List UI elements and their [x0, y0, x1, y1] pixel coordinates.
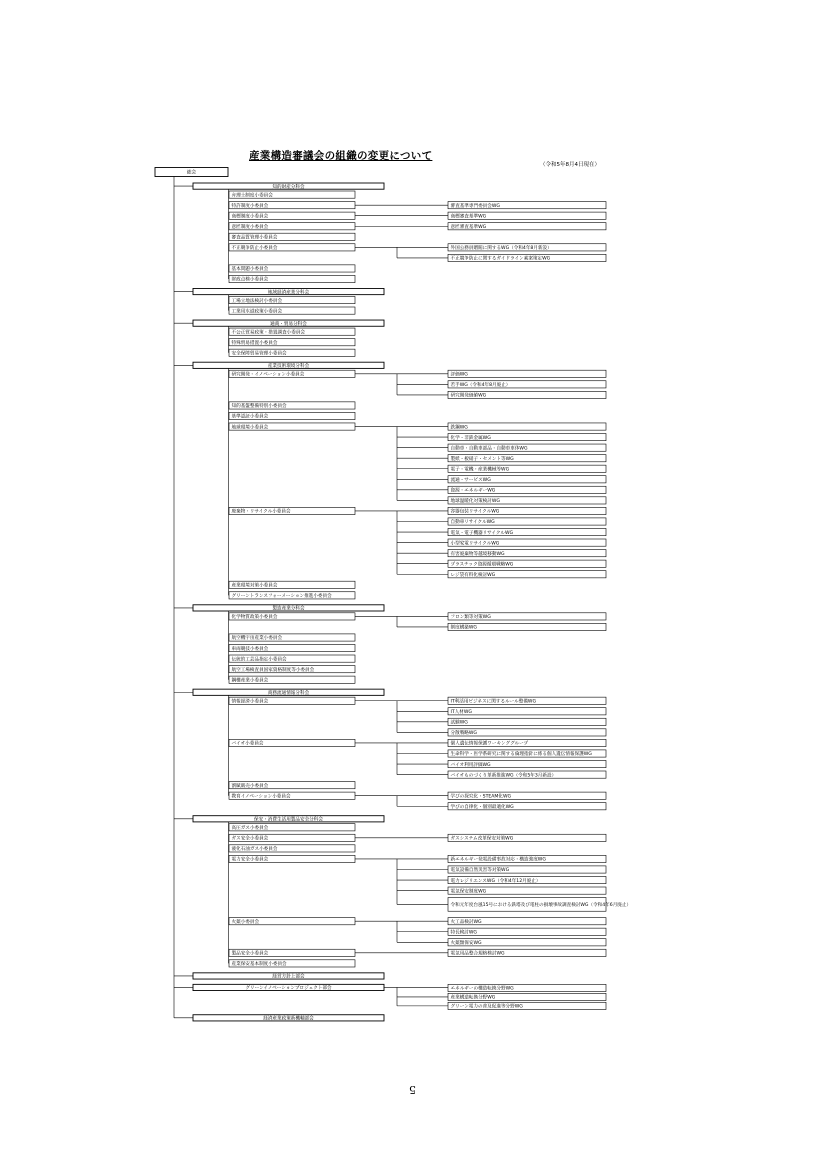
working-group-box — [448, 497, 606, 504]
committee-box — [229, 960, 355, 967]
committee-box-label: 電力安全小委員会 — [231, 857, 269, 863]
working-group-box — [448, 939, 606, 946]
subcommittee-box — [193, 183, 384, 190]
working-group-box-label: 電気設備自然災害等対策WG — [450, 868, 510, 874]
committee-box-label: 地球環境小委員会 — [231, 425, 269, 431]
working-group-box — [448, 434, 606, 441]
committee-box — [229, 824, 355, 831]
committee-box-label: 情報経済小委員会 — [231, 699, 269, 705]
working-group-box-label: フロン類等対策WG — [450, 615, 491, 621]
working-group-box-label: グリーン電力の普及促進等分野WG — [450, 1004, 523, 1010]
subcommittee-box-label: 地域経済産業分科会 — [267, 290, 310, 296]
committee-box — [229, 634, 355, 641]
working-group-box-label: 学びの探究化・STEAM化WG — [450, 794, 512, 800]
working-group-box — [448, 993, 606, 1000]
working-group-box — [448, 760, 606, 767]
working-group-box-label: 自動車・自動車部品・自動車車体WG — [450, 446, 528, 452]
committee-box-label: 審査品質管理小委員会 — [231, 235, 278, 241]
working-group-box — [448, 223, 606, 230]
committee-box — [229, 328, 355, 335]
working-group-box-label: 資源・エネルギーWG — [450, 488, 496, 494]
subcommittee-box-label: グリーンイノベーションプロジェクト部会 — [245, 986, 332, 992]
working-group-box-label: 分散戦略WG — [450, 731, 477, 737]
working-group-box — [448, 202, 606, 209]
working-group-box — [448, 507, 606, 514]
subcommittee-box — [193, 973, 384, 980]
working-group-box-label: 外国公務員贈賄に関するWG（令和4年8月新設） — [450, 246, 552, 252]
committee-box — [229, 339, 355, 346]
working-group-box — [448, 928, 606, 935]
page-number: 5 — [409, 1083, 416, 1096]
working-group-box-label: エネルギーの構造転換分野WG — [450, 986, 514, 992]
committee-box — [229, 855, 355, 862]
committee-box-label: 鋼構産業小委員会 — [231, 678, 269, 684]
committee-box — [229, 834, 355, 841]
working-group-box — [448, 803, 606, 810]
working-group-box — [448, 391, 606, 398]
working-group-box — [448, 834, 606, 841]
working-group-box-label: 有害廃棄物等越境移動WG — [450, 551, 505, 557]
working-group-box-label: 審査基準専門委員会WG — [450, 203, 500, 209]
committee-box-label: 財政点検小委員会 — [231, 277, 269, 283]
committee-box — [229, 581, 355, 588]
committee-box — [229, 644, 355, 651]
subcommittee-box — [193, 288, 384, 295]
working-group-box-label: 産業構造転換分野WG — [450, 995, 496, 1001]
working-group-box — [448, 476, 606, 483]
working-group-box — [448, 697, 606, 704]
committee-box — [229, 349, 355, 356]
committee-box — [229, 792, 355, 799]
committee-box — [229, 666, 355, 673]
working-group-box — [448, 708, 606, 715]
working-group-box-label: 製紙・板硝子・セメント等WG — [450, 456, 514, 462]
committee-box-label: 化学物質政策小委員会 — [231, 615, 278, 621]
working-group-box — [448, 254, 606, 261]
working-group-box — [448, 370, 606, 377]
committee-box — [229, 423, 355, 430]
committee-box — [229, 212, 355, 219]
working-group-box — [448, 623, 606, 630]
working-group-box — [448, 792, 606, 799]
working-group-box — [448, 984, 606, 991]
working-group-box-label: 研究開発価値WG — [450, 393, 487, 399]
working-group-box-label: 新エネルギー発電設備事故対応・構造強度WG — [450, 857, 546, 863]
committee-box-label: 工業用水道政策小委員会 — [231, 309, 283, 315]
subcommittee-box-label: 製造産業分科会 — [272, 606, 305, 612]
committee-box — [229, 265, 355, 272]
committee-box — [229, 949, 355, 956]
working-group-box — [448, 455, 606, 462]
working-group-box-label: 評価WG — [450, 372, 468, 378]
working-group-box — [448, 855, 606, 862]
working-group-box — [448, 381, 606, 388]
committee-box-label: 安全保障貿易管理小委員会 — [231, 351, 287, 357]
working-group-box-label: 自動車リサイクルWG — [450, 520, 495, 526]
subcommittee-box-label: 経済産業政策新機軸部会 — [263, 1016, 314, 1022]
committee-box — [229, 507, 355, 514]
committee-box-label: 伝統的工芸品指定小委員会 — [231, 657, 287, 663]
working-group-box-label: 火工品検討WG — [450, 919, 482, 925]
subcommittee-box — [193, 816, 384, 823]
working-group-box-label: 電子・電機・産業機械等WG — [450, 467, 510, 473]
working-group-box — [448, 423, 606, 430]
working-group-box-label: 容器包装リサイクルWG — [450, 509, 500, 515]
committee-box-label: 知的基盤整備特別小委員会 — [231, 404, 287, 410]
committee-box-label: 航空工場検査員国家資格制度等小委員会 — [231, 667, 315, 673]
committee-box — [229, 697, 355, 704]
committee-box-label: 商標制度小委員会 — [231, 214, 269, 220]
subcommittee-box-label: 産業技術環境分科会 — [267, 364, 310, 369]
working-group-box — [448, 465, 606, 472]
committee-box-label: 高圧ガス小委員会 — [231, 826, 269, 831]
committee-box-label: 産業保安基本制度小委員会 — [231, 962, 287, 968]
working-group-box-label: 学びの自律化・個別最適化WG — [450, 804, 514, 810]
committee-box-label: 特殊貿易措置小委員会 — [231, 340, 278, 346]
working-group-box-label: 小型家電リサイクルWG — [450, 541, 500, 547]
committee-box-label: 割賦販売小委員会 — [231, 783, 269, 789]
committee-box-label: 廃棄物・リサイクル小委員会 — [231, 509, 291, 515]
committee-box-label: 液化石油ガス小委員会 — [231, 847, 278, 853]
committee-box-label: 基本問題小委員会 — [231, 267, 269, 273]
working-group-box — [448, 750, 606, 757]
working-group-box-label: バイオものづくり革新推進WG（令和5年3月新設） — [450, 773, 557, 779]
page-title: 産業構造審議会の組織の変更について — [249, 150, 433, 162]
committee-box-label: 産業環境対策小委員会 — [231, 583, 278, 589]
subcommittee-box — [193, 984, 384, 991]
subcommittee-box — [193, 689, 384, 696]
working-group-box-label: 試験WG — [450, 720, 468, 726]
committee-box — [229, 275, 355, 282]
subcommittee-box-label: 商務流通情報分科会 — [267, 690, 310, 696]
working-group-box-label: ガスシステム改革保安対策WG — [450, 836, 514, 842]
working-group-box — [448, 887, 606, 894]
working-group-box — [448, 898, 631, 912]
working-group-box-label: レジ袋有料化検討WG — [450, 572, 496, 578]
committee-box-label: 弁理士制度小委員会 — [231, 193, 273, 199]
committee-box — [229, 613, 355, 620]
committee-box — [229, 655, 355, 662]
working-group-box — [448, 613, 606, 620]
working-group-box-label: 電力レジリエンスWG（令和4年12月廃止） — [450, 878, 541, 884]
working-group-box-label: 電気保安制度WG — [450, 889, 487, 895]
committee-box — [229, 370, 355, 377]
working-group-box — [448, 949, 606, 956]
working-group-box-label: 個人遺伝情報保護ワーキンググループ — [450, 741, 529, 747]
committee-box — [229, 233, 355, 240]
committee-box — [229, 676, 355, 683]
root-box — [155, 168, 228, 177]
working-group-box-label: 火薬類保安WG — [450, 940, 482, 946]
committee-box-label: 不公正貿易政策・措置調査小委員会 — [231, 330, 306, 336]
committee-box — [229, 402, 355, 409]
working-group-box — [448, 550, 606, 557]
working-group-box-label: IT人材WG — [450, 710, 472, 715]
committee-box — [229, 739, 355, 746]
working-group-box — [448, 244, 606, 251]
working-group-box-label: プラスチック資源循環戦略WG — [450, 562, 514, 568]
committee-box-label: 意匠制度小委員会 — [231, 224, 269, 230]
working-group-box-label: 商標審査基準WG — [450, 214, 487, 220]
working-group-box-label: IT利活用ビジネスに関するルール整備WG — [450, 699, 537, 705]
subcommittee-box-label: 知的財産分科会 — [272, 184, 305, 190]
working-group-box-label: 若手WG（令和4年8月廃止） — [450, 383, 511, 389]
committee-box-label: ガス安全小委員会 — [231, 836, 269, 842]
working-group-box — [448, 539, 606, 546]
committee-box — [229, 412, 355, 419]
working-group-box — [448, 729, 606, 736]
committee-box-label: 研究開発・イノベーション小委員会 — [231, 372, 305, 378]
working-group-box — [448, 876, 606, 883]
working-group-box — [448, 528, 606, 535]
working-group-box-label: 意匠審査基準WG — [450, 224, 487, 230]
subcommittee-box-label: 経営方針上部会 — [272, 974, 305, 980]
subcommittee-box-label: 保安・消費生活用製品安全分科会 — [254, 817, 323, 823]
root-box-label: 総会 — [186, 170, 197, 176]
committee-box-label: 基準認証小委員会 — [231, 414, 269, 420]
working-group-box — [448, 486, 606, 493]
working-group-box-label: 地球温暖化対策検討WG — [450, 499, 500, 505]
working-group-box-label: 制度構築WG — [450, 625, 477, 631]
working-group-box-label: 電気用品整合規格検討WG — [450, 951, 505, 957]
working-group-box-label: 生命科学・医学系研究に関する倫理指針に係る個人遺伝情報保護WG — [450, 752, 592, 758]
committee-box — [229, 307, 355, 314]
subcommittee-box — [193, 362, 384, 369]
working-group-box — [448, 771, 606, 778]
subcommittee-box-label: 通商・貿易分科会 — [270, 321, 307, 327]
committee-box — [229, 244, 355, 251]
committee-box-label: 教育イノベーション小委員会 — [231, 794, 291, 800]
working-group-box-label: バイオ利用評価WG — [450, 762, 491, 768]
working-group-box — [448, 739, 606, 746]
committee-box — [229, 223, 355, 230]
committee-box-label: 車両競技小委員会 — [231, 646, 269, 652]
working-group-box-label: 鉄鋼WG — [450, 425, 468, 431]
working-group-box — [448, 212, 606, 219]
committee-box-label: バイオ小委員会 — [231, 741, 264, 747]
working-group-box — [448, 866, 606, 873]
working-group-box — [448, 518, 606, 525]
working-group-box-label: 化学・非鉄金属WG — [450, 435, 491, 441]
committee-box-label: 火薬小委員会 — [231, 919, 260, 925]
committee-box-label: 工場立地法検討小委員会 — [231, 298, 283, 304]
working-group-box-label: 令和元年度台風15号における鉄塔及び電柱の損壊事故調査検討WG（令和4年6月廃止） — [450, 903, 632, 909]
working-group-box-label: 流通・サービスWG — [450, 478, 491, 483]
date-note: （令和5年8月4日現在） — [540, 162, 600, 168]
committee-box — [229, 782, 355, 789]
working-group-box — [448, 444, 606, 451]
subcommittee-box — [193, 1015, 384, 1022]
working-group-box — [448, 1002, 606, 1009]
working-group-box — [448, 918, 606, 925]
committee-box-label: 製品安全小委員会 — [231, 951, 269, 957]
committee-box-label: 航空機宇宙産業小委員会 — [231, 636, 283, 642]
working-group-box — [448, 571, 606, 578]
working-group-box-label: 特長検討WG — [450, 930, 477, 936]
committee-box — [229, 918, 355, 925]
committee-box — [229, 296, 355, 303]
working-group-box — [448, 718, 606, 725]
committee-box — [229, 202, 355, 209]
committee-box — [229, 592, 355, 599]
working-group-box — [448, 560, 606, 567]
subcommittee-box — [193, 320, 384, 327]
committee-box-label: 特許制度小委員会 — [231, 203, 269, 209]
working-group-box-label: 不正競争防止に関するガイドライン素案策定WG — [450, 256, 551, 262]
committee-box-label: グリーントランスフォーメーション推進小委員会 — [231, 594, 332, 600]
working-group-box-label: 電気・電子機器リサイクルWG — [450, 530, 514, 536]
committee-box — [229, 191, 355, 198]
committee-box-label: 不正競争防止小委員会 — [231, 246, 278, 252]
committee-box — [229, 845, 355, 852]
subcommittee-box — [193, 605, 384, 612]
